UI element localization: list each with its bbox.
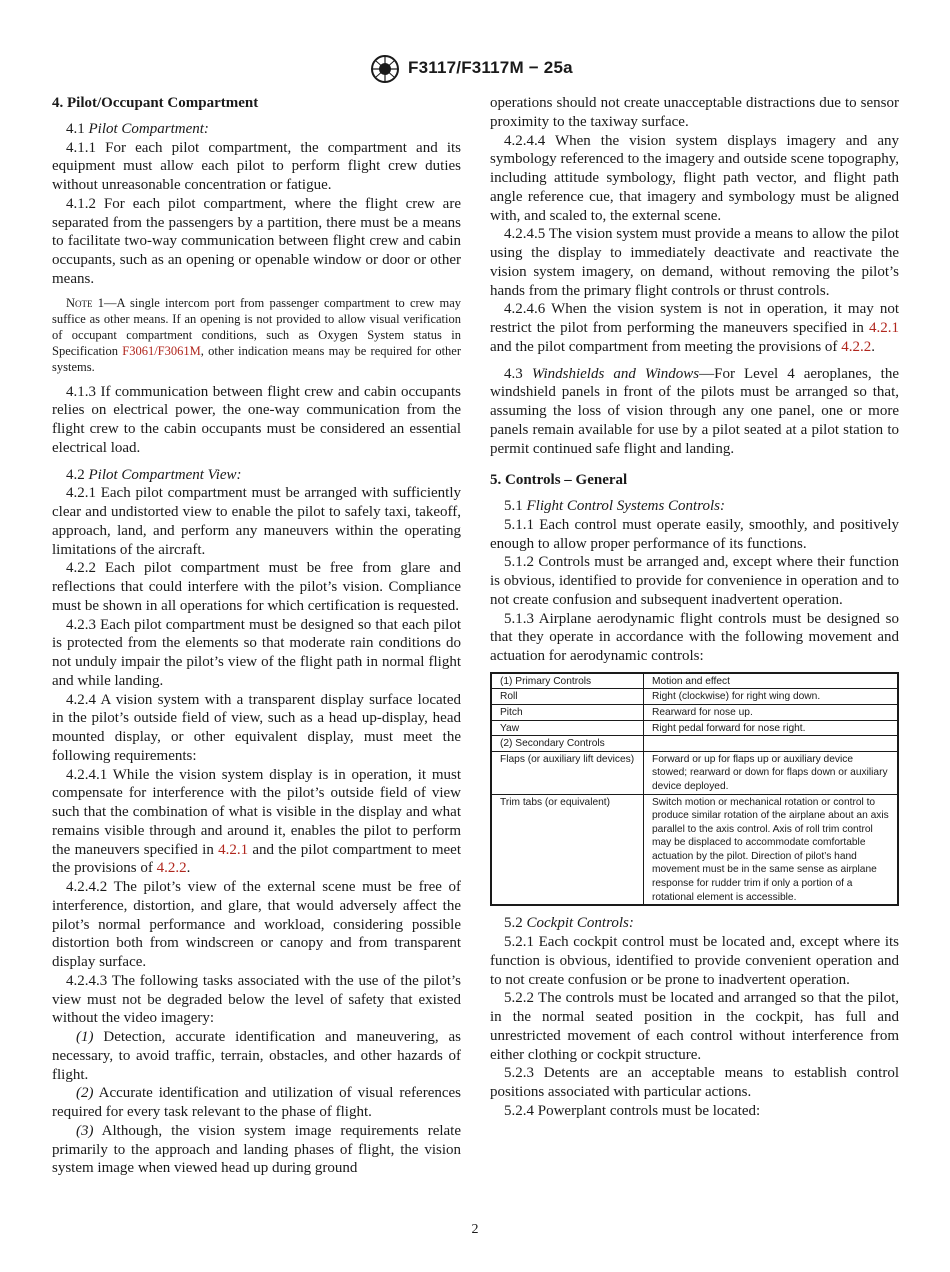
list-item-2: (2) Accurate identification and utilization of visual references required for every task relevant to the phase of flight. (52, 1085, 461, 1120)
table-cell-motion: Rearward for nose up. (644, 704, 899, 720)
page-number: 2 (471, 1222, 479, 1237)
table-row (491, 794, 898, 905)
clause-4-2-4-1: 4.2.4.1 While the vision system display is in operation, it must compensate for interference with the pilot’s outside field of view such that the combination of what is visible in the display and what remains visible through and around it, enables the pilot to perform the maneuvers specified in 4.2.1 and the pilot compartment to meet the provisions of 4.2.2. (52, 766, 461, 877)
clause-5-2-4: 5.2.4 Powerplant controls must be located: (504, 1102, 761, 1119)
section-4-heading: 4. Pilot/Occupant Compartment (52, 95, 259, 111)
table-row (491, 704, 898, 720)
spec-link-f3061[interactable]: F3061/F3061M (122, 343, 201, 358)
table-cell-motion: Motion and effect (644, 673, 899, 689)
table-cell-control: Trim tabs (or equivalent) (491, 794, 644, 905)
list-item-1: (1) Detection, accurate identification and maneuvering, as necessary, to avoid traffic, terrain, obstacles, and other hazards of flight. (52, 1029, 461, 1083)
document-designation: F3117/F3117M − 25a (408, 58, 573, 77)
clause-5-2-1: 5.2.1 Each cockpit control must be located and, except where its function is obvious, identified to provide convenient operation and to not create confusion or be prone to inadvertent operation. (490, 934, 899, 988)
clause-4-1-3: 4.1.3 If communication between flight crew and cabin occupants relies on electrical power, the one-way communication from the flight crew to the cabin occupants must be considered an essential electrical load. (52, 383, 461, 456)
table-cell-motion: Switch motion or mechanical rotation or control to produce similar rotation of the airplane about an axis parallel to the axis control. Axis of roll trim control may be displaced to accommodate comfortable actuation by the pilot. Direction of pilot’s hand movement must be in the same sense as airplane response for rudder trim if only a portion of a rotational element is accessible. (644, 794, 899, 905)
left-column (52, 94, 461, 1178)
table-cell-control: Yaw (491, 720, 644, 736)
ref-link-4-2-2[interactable]: 4.2.2 (841, 338, 872, 355)
clause-4-2-4-6: 4.2.4.6 When the vision system is not in operation, it may not restrict the pilot from performing the maneuvers specified in 4.2.1 and the pilot compartment from meeting the provisions of 4.2.2. (490, 301, 899, 355)
ref-link-4-2-1[interactable]: 4.2.1 (869, 320, 899, 336)
table-row (491, 736, 898, 752)
table-cell-motion: Right (clockwise) for right wing down. (644, 689, 899, 705)
table-cell-control: Roll (491, 689, 644, 705)
table-cell-control: (2) Secondary Controls (491, 736, 644, 752)
ref-link-4-2-2[interactable]: 4.2.2 (156, 860, 187, 877)
clause-5-1-2: 5.1.2 Controls must be arranged and, except where their function is obvious, identified to provide for convenience in operation and to not create confusion and subsequent inadvertent operation. (490, 554, 899, 608)
clause-5-2-2: 5.2.2 The controls must be located and arranged so that the pilot, in the normal seated position in the cockpit, has full and unrestricted movement of each control without interference from either clothing or cockpit structure. (490, 990, 899, 1063)
clause-5-1-3: 5.1.3 Airplane aerodynamic flight controls must be designed so that they operate in accordance with the following movement and actuation for aerodynamic controls: (490, 610, 899, 664)
clause-5-1-1: 5.1.1 Each control must operate easily, smoothly, and positively enough to allow proper performance of its functions. (490, 516, 899, 552)
clause-4-1-1: 4.1.1 For each pilot compartment, the compartment and its equipment must allow each pilot to perform flight crew duties without unreasonable concentration or fatigue. (52, 139, 461, 193)
table-cell-control: (1) Primary Controls (491, 673, 644, 689)
controls-table (490, 672, 899, 907)
clause-4-2-4-4: 4.2.4.4 When the vision system displays imagery and any symbology referenced to the imagery and outside scene topography, including attitude symbology, flight path vector, and flight path angle reference cue, that imagery and symbology must be aligned with, and scaled to, the external scene. (490, 132, 899, 224)
table-cell-motion: Right pedal forward for nose right. (644, 720, 899, 736)
page-header (0, 54, 950, 84)
clause-4-1-2: 4.1.2 For each pilot compartment, where the flight crew are separated from the passengers by a partition, there must be a means to facilitate two-way communication between flight crew and cabin occupants, such as an opening or openable window or door or other means. (52, 195, 461, 287)
list-item-3: (3) Although, the vision system image requirements relate primarily to the approach and landing phases of flight, the vision system image when viewed head up during ground (52, 1122, 461, 1177)
clause-5-1: 5.1 Flight Control Systems Controls: (504, 498, 725, 514)
astm-logo-icon (368, 54, 402, 84)
table-row (491, 673, 898, 689)
clause-4-2-4-3: 4.2.4.3 The following tasks associated with the use of the pilot’s view must not be degraded below the level of safety that existed without the video imagery: (52, 972, 461, 1027)
clause-4-2-4-5: 4.2.4.5 The vision system must provide a means to allow the pilot using the display to immediately deactivate and reactivate the vision system imagery, on demand, without removing the pilot’s hands from the primary flight controls or thrust controls. (490, 226, 899, 299)
clause-4-2-3: 4.2.3 Each pilot compartment must be designed so that each pilot is protected from the elements so that moderate rain conditions do not unduly impair the pilot’s view of the flight path in normal flight and while landing. (52, 616, 461, 689)
table-cell-control: Pitch (491, 704, 644, 720)
table-cell-motion (644, 736, 899, 752)
clause-4-2-2: 4.2.2 Each pilot compartment must be free from glare and reflections that could interfere with the pilot’s vision. Compliance must be shown in all operations for which certification is requested. (52, 560, 461, 614)
continued-text: operations should not create unacceptable distractions due to sensor proximity to the taxiway surface. (490, 95, 899, 130)
table-row (491, 720, 898, 736)
section-5-heading: 5. Controls – General (490, 472, 628, 489)
clause-4-3: 4.3 Windshields and Windows—For Level 4 aeroplanes, the windshield panels in front of the pilots must be arranged so that, assuming the loss of vision through any one panel, one or more panels remain available for use by a pilot seated at a pilot station to permit continued safe flight and landing. (490, 365, 900, 457)
note-1: Note 1—A single intercom port from passenger compartment to crew may suffice as other means. If an opening is not provided to allow visual verification of occupant compartment conditions, such as Oxygen System status in Specification F3061/F3061M, other indication means may be required for other systems. (52, 295, 462, 374)
clause-4-2-4: 4.2.4 A vision system with a transparent display surface located in the pilot’s outside field of view, such as a head up-display, head mounted display, or other equivalent display, must meet the following requirements: (52, 691, 461, 764)
clause-4-2-4-2: 4.2.4.2 The pilot’s view of the external scene must be free of interference, distortion, and glare, that would adversely affect the pilot’s normal performance and workload, considering possible distortion both from windscreen or canopy and from transparent display surface. (52, 879, 461, 970)
table-row (491, 689, 898, 705)
clause-4-2-1: 4.2.1 Each pilot compartment must be arranged with sufficiently clear and undistorted view to enable the pilot to safely taxi, takeoff, approach, land, and perform any maneuvers within the operating limitations of the aircraft. (52, 485, 461, 558)
ref-link-4-2-1[interactable]: 4.2.1 (218, 841, 249, 858)
clause-4-1: 4.1 Pilot Compartment: (66, 120, 209, 137)
table-row (491, 751, 898, 794)
clause-4-2: 4.2 Pilot Compartment View: (66, 466, 242, 483)
table-cell-control: Flaps (or auxiliary lift devices) (491, 751, 644, 794)
table-cell-motion: Forward or up for flaps up or auxiliary device stowed; rearward or down for flaps down or auxiliary device deployed. (644, 751, 899, 794)
right-column (490, 94, 899, 1121)
clause-5-2: 5.2 Cockpit Controls: (504, 915, 634, 932)
clause-5-2-3: 5.2.3 Detents are an acceptable means to establish control positions associated with particular actions. (490, 1065, 899, 1100)
